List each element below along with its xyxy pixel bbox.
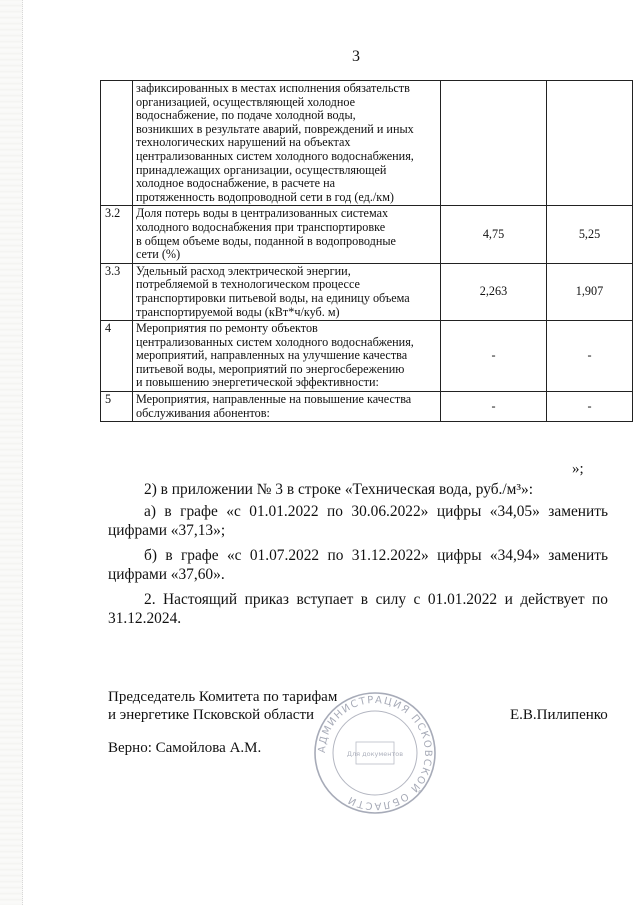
row-value-2: - [547,321,633,392]
row-description [133,392,441,422]
signer-name: Е.В.Пилипенко [510,707,608,723]
row-value-2 [547,81,633,206]
row-number: 3.2 [101,206,133,263]
signer-title [108,688,337,724]
table-row [101,321,633,392]
table-row [101,263,633,320]
row-number: 5 [101,392,133,422]
official-stamp [312,690,438,816]
paragraph-effective-date: 2. Настоящий приказ вступает в силу с 01.01.2022 и действует по 31.12.2024. [108,591,608,627]
signer-title-line-2: и энергетике Псковской области [108,707,315,723]
page-number: 3 [352,48,360,65]
signer-title-line-1: Председатель Комитета по тарифам [108,689,338,705]
row-value-1: - [441,321,547,392]
row-description-text: Удельный расход электрической энергии, потребляемой в технологическом процессе транспортировки питьевой воды, на единицу объема транспортируемой воды (кВт*ч/куб. м) [136,263,410,319]
row-description-text: Мероприятия, направленные на повышение качества обслуживания абонентов: [136,392,412,420]
verified-copy: Верно: Самойлова А.М. [108,740,262,756]
row-description-text: Мероприятия по ремонту объектов централизованных систем холодного водоснабжения, мероприятий, направленных на улучшение качества питьевой воды, мероприятий по энергосбережению и повышению энергетической эффективности: [136,321,414,390]
row-value-1: 4,75 [441,206,547,263]
row-number: 3.3 [101,263,133,320]
stamp-outer-text: АДМИНИСТРАЦИЯ ПСКОВСКОЙ ОБЛАСТИ [316,694,434,812]
row-description [133,81,441,206]
row-description [133,321,441,392]
row-value-1: 2,263 [441,263,547,320]
row-description-text: Доля потерь воды в централизованных системах холодного водоснабжения при транспортировке в общем объеме воды, поданной в водопроводные сети (%) [136,206,396,262]
row-value-2: - [547,392,633,422]
row-description [133,263,441,320]
table-close-quote: »; [572,461,584,477]
paragraph-item-a: а) в графе «с 01.01.2022 по 30.06.2022» цифры «34,05» заменить цифрами «37,13»; [108,503,608,539]
table-row [101,392,633,422]
indicators-table [100,80,633,422]
row-number [101,81,133,206]
scan-edge [0,0,23,905]
table-row [101,81,633,206]
row-value-1: - [441,392,547,422]
paragraph-item-b: б) в графе «с 01.07.2022 по 31.12.2022» цифры «34,94» заменить цифрами «37,60». [108,547,608,583]
row-value-1 [441,81,547,206]
row-value-2: 1,907 [547,263,633,320]
row-number: 4 [101,321,133,392]
stamp-inner-text: Для документов [346,750,404,758]
paragraph-appendix-3: 2) в приложении № 3 в строке «Техническая вода, руб./м³»: [144,481,533,498]
row-description [133,206,441,263]
row-description-text: зафиксированных в местах исполнения обязательств организацией, осуществляющей холодное водоснабжение, по подаче холодной воды, возникших в результате аварий, повреждений и иных технологических нарушений на объектах централизованных систем холодного водоснабжения, принадлежащих организации, осуществляющей холодное водоснабжение, в расчете на протяженность водопроводной сети в год (ед./км) [136,81,414,204]
row-value-2: 5,25 [547,206,633,263]
table-row [101,206,633,263]
